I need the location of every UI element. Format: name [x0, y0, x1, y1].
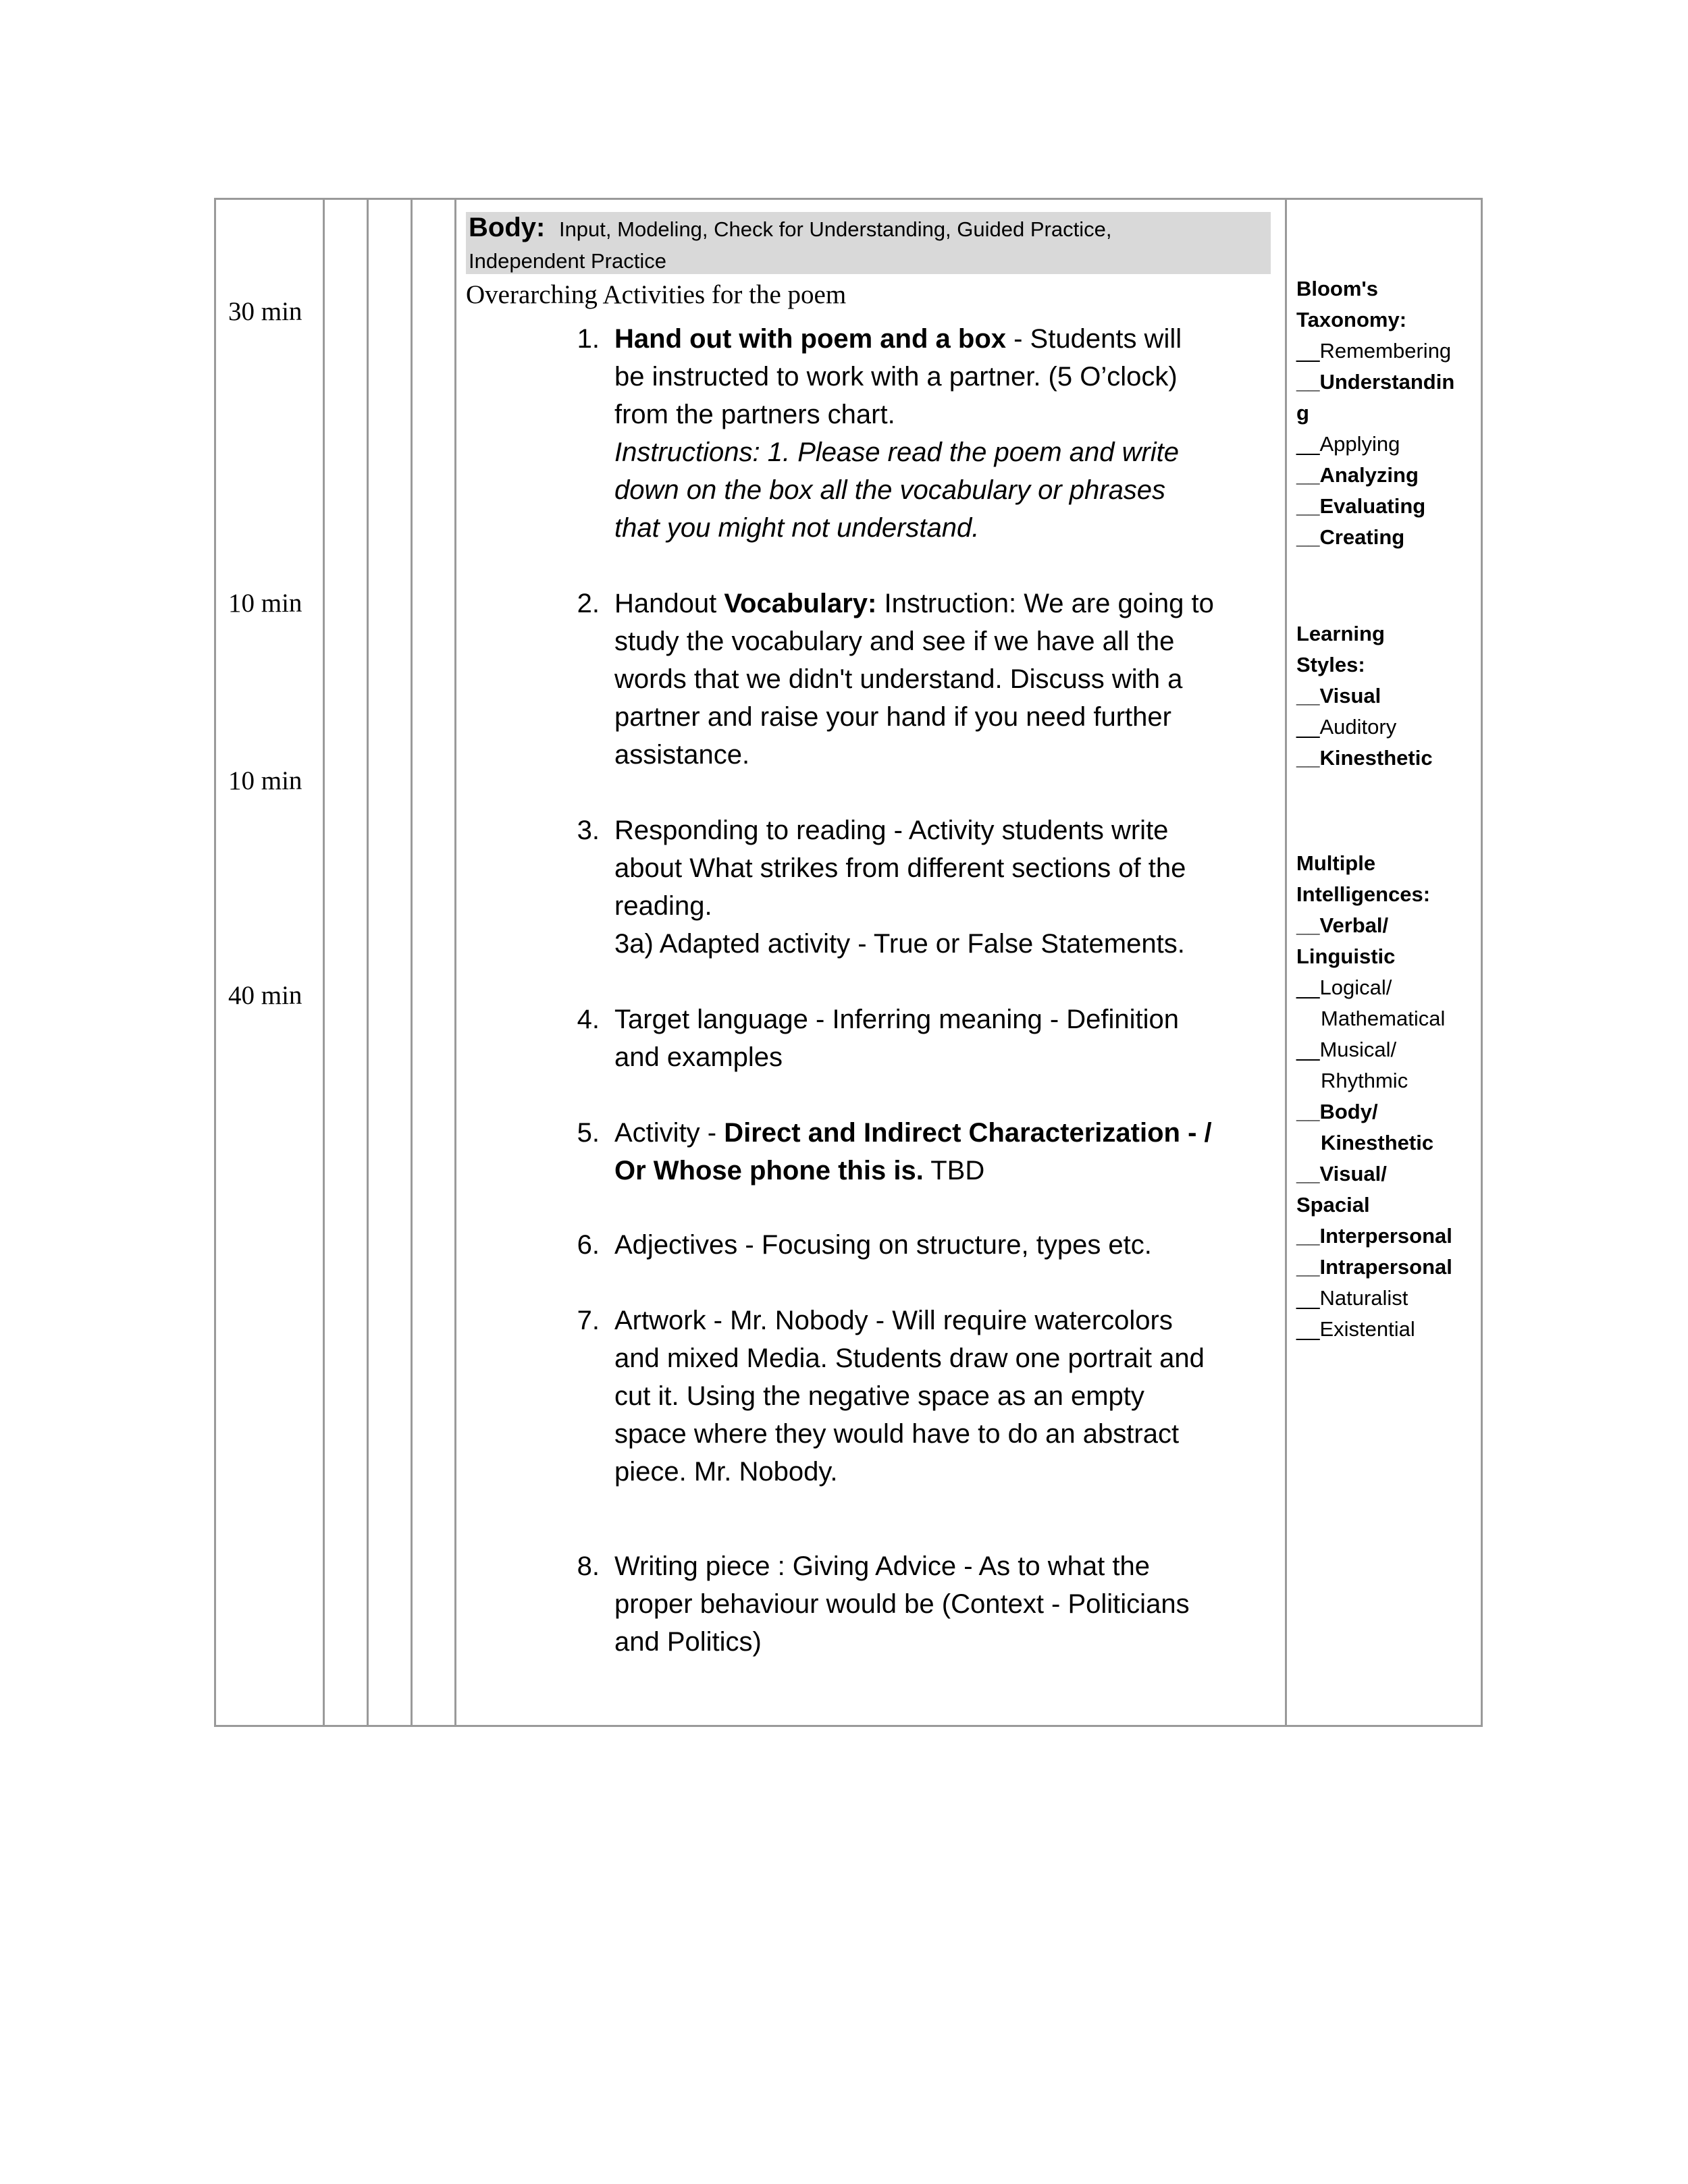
item-text: TBD: [923, 1156, 985, 1186]
blooms-item: __Applying: [1296, 432, 1400, 456]
mi-item: __Intrapersonal: [1296, 1255, 1452, 1279]
blooms-item-wrap: g: [1296, 401, 1309, 425]
item-text-prefix: Handout: [614, 589, 724, 618]
mi-item: __Logical/: [1296, 976, 1392, 999]
item-number: 7.: [577, 1306, 600, 1335]
body-header-text: Input, Modeling, Check for Understanding, Guided Practice,: [558, 217, 1112, 241]
item-number: 3.: [577, 816, 600, 845]
learning-item: __Visual: [1296, 684, 1381, 708]
activity-item-7: [577, 1302, 1215, 1491]
item-text: Instruction: We are going to study the vocabulary and see if we have all the words that we didn't understand. Discuss with a partner and raise your hand if you need further assistance.: [614, 589, 1214, 770]
mi-item-wrap: Rhythmic: [1321, 1069, 1408, 1092]
item-number: 2.: [577, 589, 600, 618]
item-bold-text: Direct and Indirect Characterization - / Or Whose phone this is.: [614, 1118, 1212, 1186]
item-subtext: 3a) Adapted activity - True or False Statements.: [614, 929, 1185, 959]
section-subtitle: Overarching Activities for the poem: [466, 280, 847, 309]
lesson-plan-table: [214, 198, 1483, 1727]
blooms-heading-2: Taxonomy:: [1296, 308, 1407, 331]
body-header-text-line2: Independent Practice: [469, 249, 666, 273]
item-instructions: Instructions: 1. Please read the poem and write down on the box all the vocabulary or phrases that you might not understand.: [614, 437, 1180, 543]
blooms-item: __Analyzing: [1296, 463, 1419, 487]
item-text: Artwork - Mr. Nobody - Will require watercolors and mixed Media. Students draw one portrait and cut it. Using the negative space as an empty space where they would have to do an abstract piece. Mr. Nobody.: [614, 1306, 1205, 1487]
mi-item: __Existential: [1296, 1317, 1415, 1341]
item-number: 5.: [577, 1118, 600, 1148]
activity-item-8: [577, 1547, 1215, 1661]
mi-item: __Musical/: [1296, 1038, 1397, 1061]
learning-styles: [1296, 618, 1479, 774]
item-text: Target language - Inferring meaning - Definition and examples: [614, 1005, 1180, 1072]
learning-heading-2: Styles:: [1296, 653, 1365, 676]
item-text: Adjectives - Focusing on structure, types etc.: [614, 1230, 1152, 1260]
blooms-item: __Creating: [1296, 525, 1405, 549]
mi-item: __Naturalist: [1296, 1286, 1408, 1310]
mi-item-wrap: Mathematical: [1321, 1007, 1446, 1030]
multiple-intelligences: [1296, 848, 1479, 1345]
learning-item: __Auditory: [1296, 715, 1397, 739]
activity-item-3: [577, 811, 1215, 963]
learning-item: __Kinesthetic: [1296, 746, 1433, 770]
mi-item-wrap: Linguistic: [1296, 944, 1396, 968]
blooms-item: __Remembering: [1296, 339, 1452, 363]
mi-item: __Verbal/: [1296, 913, 1389, 937]
column-divider: [1285, 200, 1287, 1725]
column-divider: [411, 200, 413, 1725]
item-text: Responding to reading - Activity students write about What strikes from different sections of the reading.: [614, 816, 1186, 921]
blooms-taxonomy: [1296, 273, 1479, 553]
mi-heading-2: Intelligences:: [1296, 882, 1431, 906]
column-divider: [454, 200, 456, 1725]
activity-item-5: [577, 1114, 1215, 1190]
activity-item-4: [577, 1001, 1215, 1076]
learning-heading: Learning: [1296, 622, 1385, 645]
mi-item-wrap: Kinesthetic: [1321, 1131, 1434, 1154]
time-label: 40 min: [228, 981, 302, 1010]
item-text: Writing piece : Giving Advice - As to what the proper behaviour would be (Context - Politicians and Politics): [614, 1551, 1190, 1657]
activity-item-6: [577, 1226, 1215, 1264]
item-text: - Students will be instructed to work with a partner. (5 O’clock) from the partners chart.: [614, 324, 1182, 429]
time-label: 30 min: [228, 297, 302, 326]
item-number: 8.: [577, 1551, 600, 1581]
body-section-header: [466, 212, 1271, 274]
blooms-heading: Bloom's: [1296, 277, 1379, 300]
item-bold-text: Vocabulary:: [724, 589, 877, 618]
time-label: 10 min: [228, 766, 302, 795]
mi-item: __Body/: [1296, 1100, 1378, 1123]
blooms-item: __Evaluating: [1296, 494, 1426, 518]
item-text-prefix: Activity -: [614, 1118, 724, 1148]
mi-heading: Multiple: [1296, 851, 1376, 875]
body-label: Body:: [469, 213, 546, 242]
blooms-item: __Understandin: [1296, 370, 1455, 394]
item-number: 4.: [577, 1005, 600, 1034]
item-bold-text: Hand out with poem and a box: [614, 324, 1006, 354]
activity-item-1: [577, 320, 1215, 547]
column-divider: [323, 200, 325, 1725]
item-number: 6.: [577, 1230, 600, 1260]
activity-item-2: [577, 585, 1215, 774]
mi-item: __Interpersonal: [1296, 1224, 1452, 1248]
item-number: 1.: [577, 324, 600, 354]
column-divider: [367, 200, 369, 1725]
mi-item: __Visual/: [1296, 1162, 1387, 1186]
mi-item-wrap: Spacial: [1296, 1193, 1370, 1217]
time-label: 10 min: [228, 589, 302, 618]
